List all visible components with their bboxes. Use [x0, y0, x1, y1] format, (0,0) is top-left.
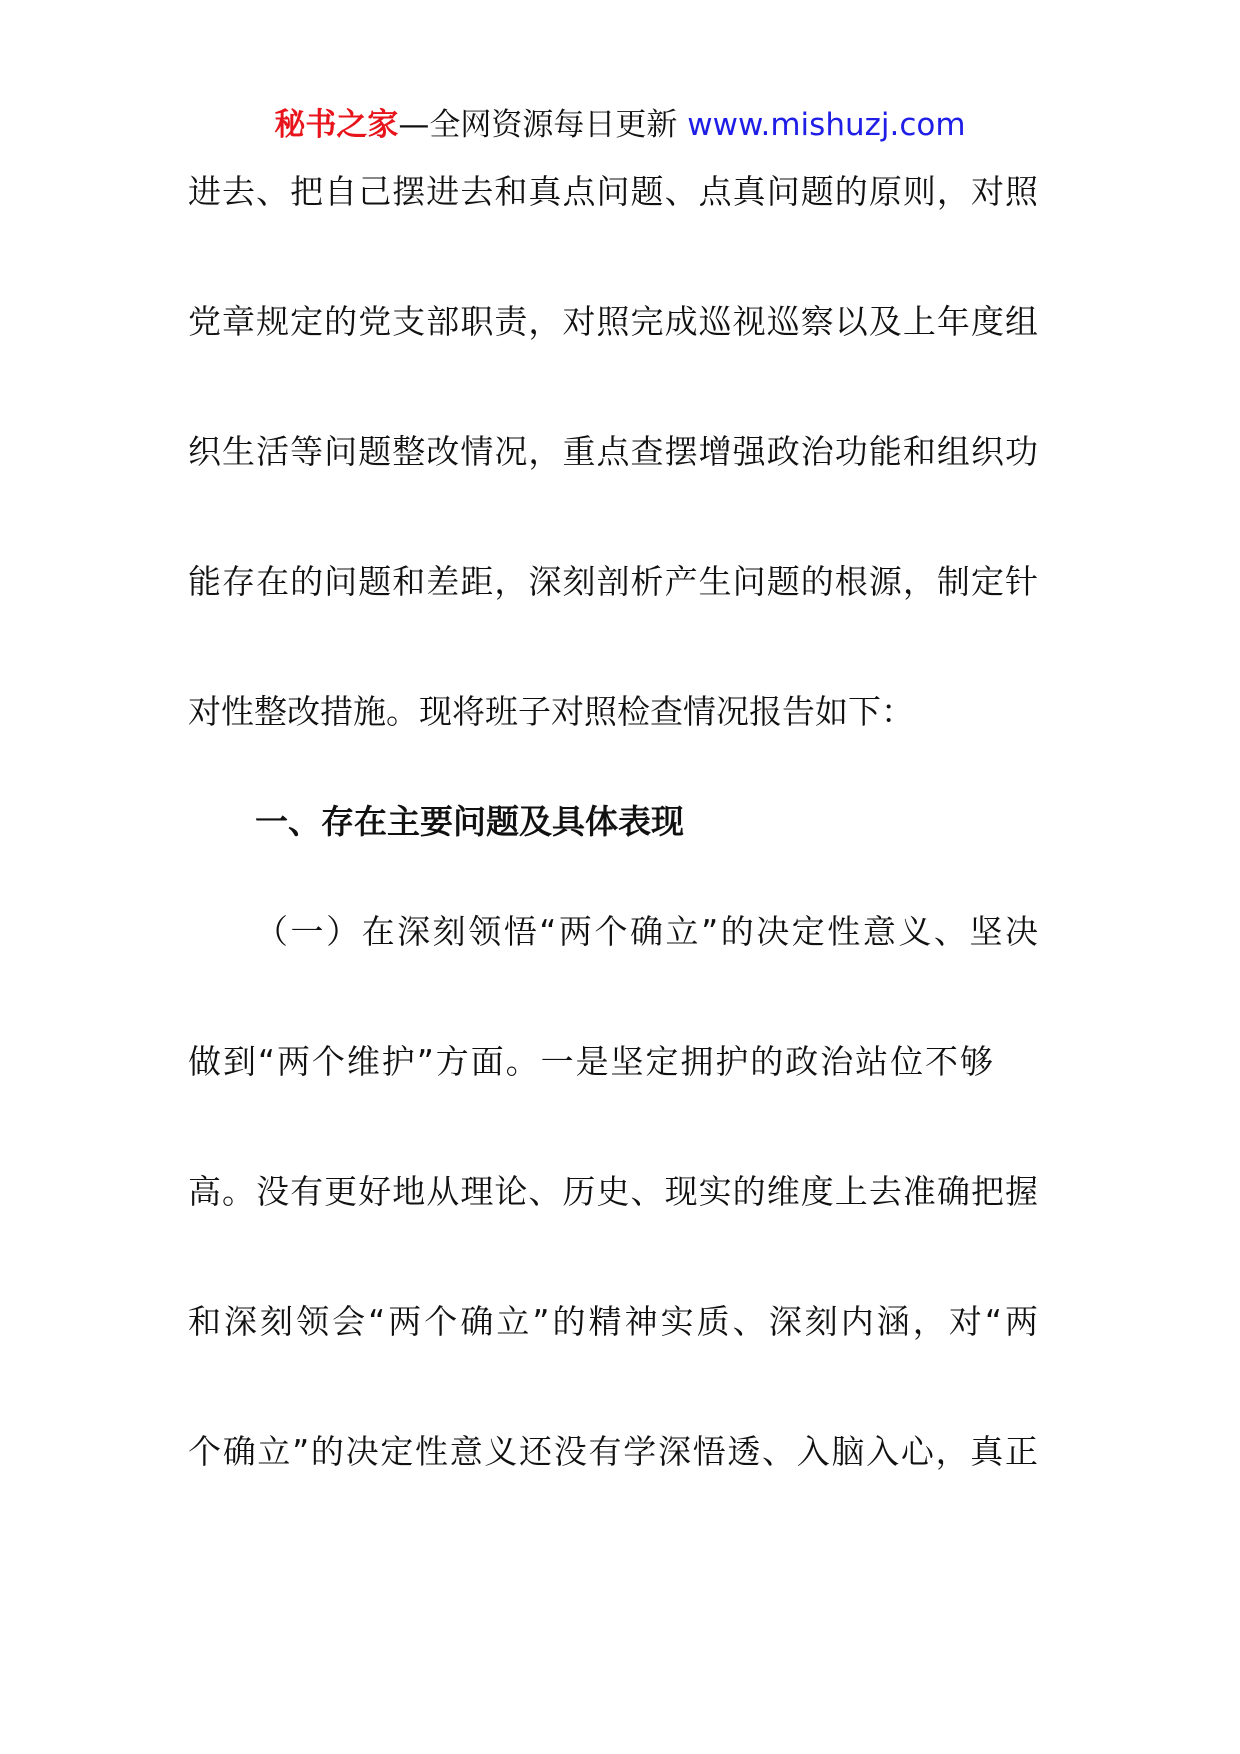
watermark-header [0, 102, 1240, 148]
paragraph-line: 高。没有更好地从理论、历史、现实的维度上去准确把握 [188, 1172, 1038, 1211]
paragraph-line: 对性整改措施。现将班子对照检查情况报告如下： [188, 692, 914, 731]
paragraph-line: 能存在的问题和差距，深刻剖析产生问题的根源，制定针 [188, 562, 1038, 601]
site-brand: 秘书之家 [274, 107, 399, 143]
paragraph-line: 个确立”的决定性意义还没有学深悟透、入脑入心，真正 [188, 1432, 1038, 1471]
site-url[interactable]: www.mishuzj.com [687, 107, 966, 143]
paragraph-line: 织生活等问题整改情况，重点查摆增强政治功能和组织功 [188, 432, 1038, 471]
paragraph-line: 进去、把自己摆进去和真点问题、点真问题的原则，对照 [188, 172, 1038, 211]
paragraph-line: 党章规定的党支部职责，对照完成巡视巡察以及上年度组 [188, 302, 1038, 341]
paragraph-line: 和深刻领会“两个确立”的精神实质、深刻内涵，对“两 [188, 1302, 1038, 1341]
site-tagline: —全网资源每日更新 [398, 107, 688, 143]
paragraph-line: （一）在深刻领悟“两个确立”的决定性意义、坚决 [255, 912, 1038, 951]
paragraph-line: 做到“两个维护”方面。一是坚定拥护的政治站位不够 [188, 1042, 993, 1081]
section-heading: 一、存在主要问题及具体表现 [255, 802, 684, 841]
